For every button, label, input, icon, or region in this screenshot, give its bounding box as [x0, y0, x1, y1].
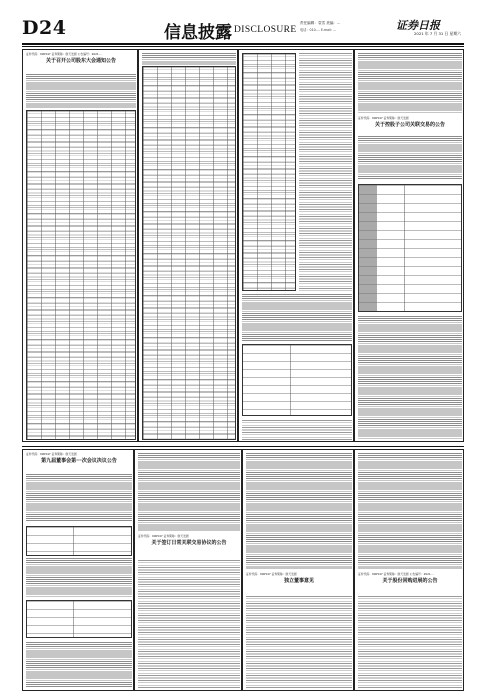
notice-code: 证券代码：000547 证券简称：航天发展: [246, 572, 297, 576]
notice-body-text: [138, 560, 240, 688]
notice-body-text: [358, 453, 462, 569]
notice-code: 证券代码：000547 证券简称：航天发展: [358, 116, 409, 120]
notice-block-e: [22, 449, 134, 691]
notice-body-text: [246, 453, 352, 569]
notice-body-text: [246, 596, 352, 688]
notice-code: 证券代码：000547 证券简称：航天发展 公告编号：2021-···: [358, 572, 435, 576]
notice-block-h: [354, 449, 464, 691]
section-title-english: DISCLOSURE: [234, 25, 297, 35]
notice-body-text: [26, 642, 132, 688]
notice-body-text: [242, 420, 352, 440]
notice-data-table: [142, 66, 236, 440]
notice-code: 证券代码：000547 证券简称：航天发展: [138, 534, 189, 538]
notice-title: 关于股份回购进展的公告: [382, 578, 438, 584]
notice-title: 独立董事意见: [283, 578, 314, 584]
notice-body-text: [242, 294, 352, 342]
notice-body-text: [358, 316, 462, 440]
notice-body-text: [26, 74, 136, 108]
notice-title: 关于召开公司股东大会通知公告: [45, 58, 116, 64]
notice-block-d: [354, 49, 464, 442]
notice-block-b: [138, 49, 238, 442]
notice-data-table: [242, 53, 296, 291]
notice-body-text: [299, 53, 352, 291]
notice-body-text: [138, 453, 240, 531]
notice-code: 证券代码：000547 证券简称：航天发展: [26, 452, 77, 456]
editor-credits: 责任编辑：袁雪 美编：...: [300, 21, 341, 25]
notice-form-table: [26, 526, 132, 556]
notice-form-table: [26, 600, 132, 638]
newspaper-logo: 证券日报: [396, 19, 440, 32]
notice-body-text: [142, 53, 236, 65]
masthead: [22, 16, 464, 42]
notice-code: 证券代码：000547 证券简称：航天发展 公告编号：2021-···: [26, 52, 103, 56]
notice-title: 第九届董事会第···次会议决议公告: [41, 458, 117, 464]
notice-form-table: [358, 184, 462, 312]
notice-data-table: [26, 110, 136, 440]
notice-body-text: [26, 558, 132, 598]
notice-body-text: [358, 53, 462, 113]
section-title: 信息披露: [164, 23, 232, 43]
notice-body-text: [358, 136, 462, 180]
section-divider: [22, 446, 464, 447]
contact-info: 电话：010-... E-mail: ...: [300, 28, 336, 32]
notice-body-text: [26, 474, 132, 522]
notice-block-f: [134, 449, 242, 691]
notice-form-table: [242, 344, 352, 416]
page-number: D24: [22, 17, 67, 39]
issue-date: 2021 年 7 月 31 日 星期六: [414, 31, 461, 36]
notice-title: 关于签订日常关联交易协议的公告: [151, 540, 227, 546]
notice-title: 关于控股子公司关联交易的公告: [374, 122, 445, 128]
notice-block-c: [238, 49, 354, 442]
notice-body-text: [358, 596, 462, 688]
masthead-rule-thin: [22, 46, 464, 47]
notice-block-g: [242, 449, 354, 691]
notice-block-a: [22, 49, 138, 442]
masthead-rule: [22, 43, 464, 45]
